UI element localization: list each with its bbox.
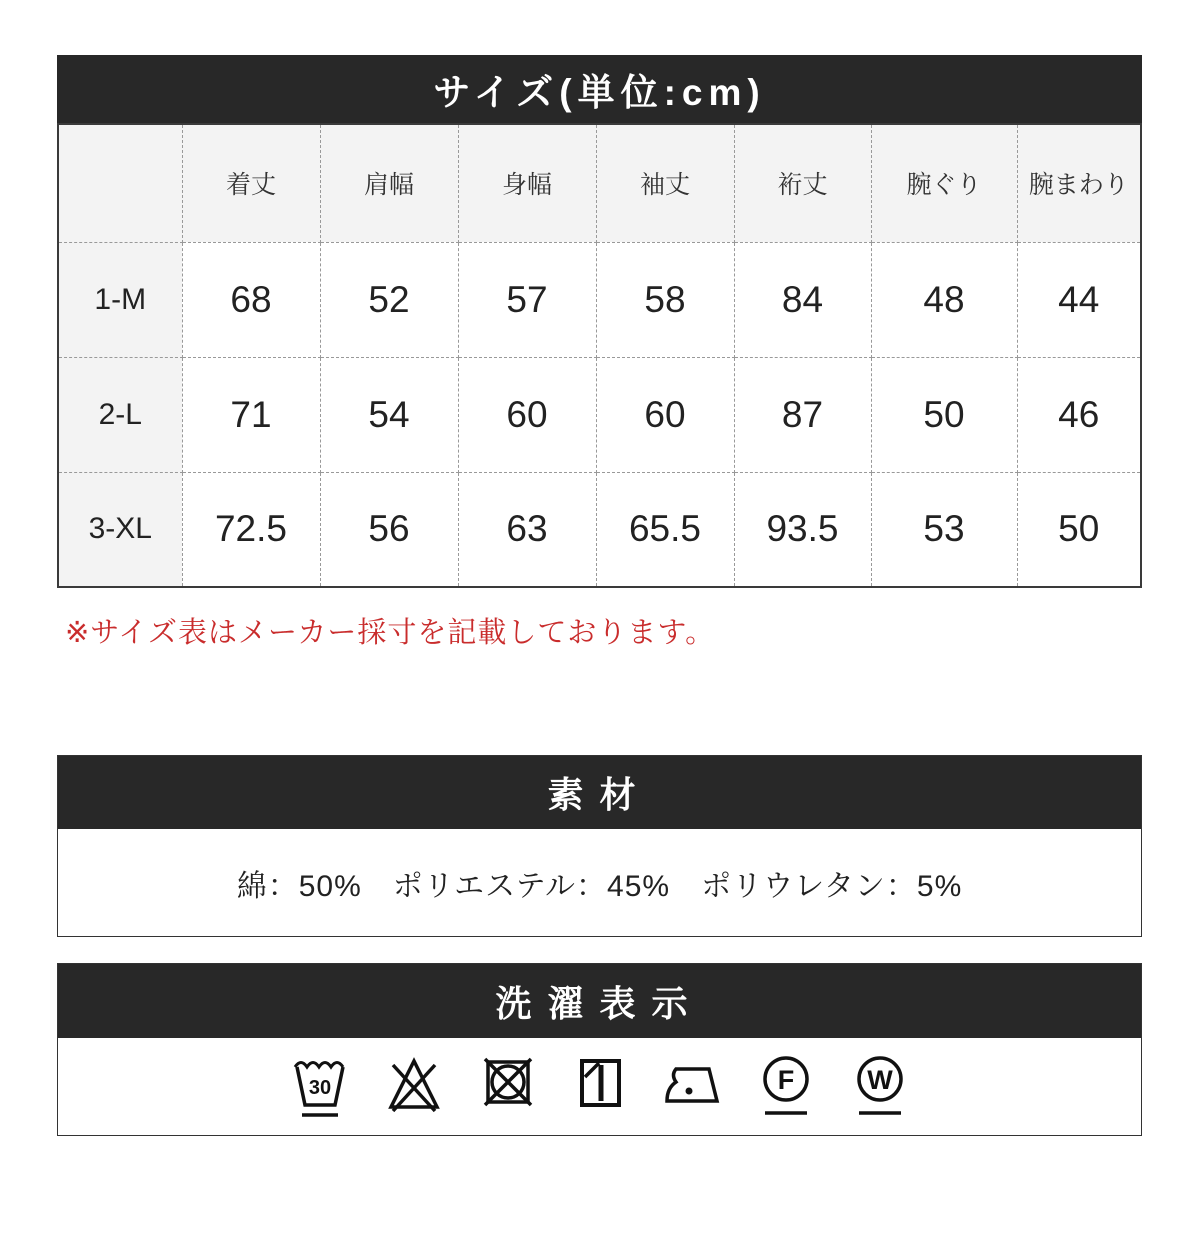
no-bleach-icon: [384, 1049, 444, 1125]
column-header: 肩幅: [320, 124, 458, 242]
no-tumble-dry-icon: [478, 1049, 538, 1125]
table-cell: 56: [320, 472, 458, 587]
laundry-title: 洗濯表示: [495, 982, 704, 1024]
svg-text:30: 30: [308, 1076, 331, 1099]
size-note: ※サイズ表はメーカー採寸を記載しております。: [65, 617, 716, 649]
row-label: 1-M: [58, 242, 182, 357]
table-cell: 71: [182, 357, 320, 472]
size-section-title-bar: [57, 55, 1142, 123]
table-row: [58, 242, 1141, 357]
column-header: 腕ぐり: [871, 124, 1017, 242]
table-cell: 50: [871, 357, 1017, 472]
table-cell: 63: [458, 472, 596, 587]
column-header: 身幅: [458, 124, 596, 242]
laundry-icons-row: [58, 1038, 1141, 1135]
material-content: 綿：50% ポリエステル：45% ポリウレタン：5%: [58, 829, 1141, 936]
column-header: 着丈: [182, 124, 320, 242]
row-label: 2-L: [58, 357, 182, 472]
dry-clean-f-gentle-icon: [756, 1049, 816, 1125]
table-row: [58, 472, 1141, 587]
size-table-header-row: [58, 124, 1141, 242]
svg-text:W: W: [866, 1064, 893, 1095]
table-cell: 57: [458, 242, 596, 357]
table-cell: 50: [1017, 472, 1141, 587]
material-section: [57, 755, 1142, 937]
material-title: 素材: [547, 774, 652, 815]
table-cell: 65.5: [596, 472, 734, 587]
column-header: 腕まわり: [1017, 124, 1141, 242]
table-cell: 87: [734, 357, 871, 472]
svg-text:F: F: [777, 1064, 794, 1095]
table-cell: 72.5: [182, 472, 320, 587]
page: [57, 55, 1142, 1136]
laundry-section: [57, 963, 1142, 1136]
table-cell: 84: [734, 242, 871, 357]
wet-clean-gentle-icon: [850, 1049, 910, 1125]
column-header: 袖丈: [596, 124, 734, 242]
table-row: [58, 357, 1141, 472]
wash-30-gentle-icon: [290, 1049, 350, 1125]
size-table: [57, 123, 1142, 588]
table-cell: 60: [458, 357, 596, 472]
table-cell: 60: [596, 357, 734, 472]
laundry-title-bar: [58, 964, 1141, 1038]
column-header: 裄丈: [734, 124, 871, 242]
table-cell: 58: [596, 242, 734, 357]
line-dry-shade-icon: [572, 1049, 628, 1125]
row-label: 3-XL: [58, 472, 182, 587]
iron-low-icon: [662, 1049, 722, 1125]
size-section-title: サイズ(単位:cm): [433, 72, 766, 113]
table-cell: 46: [1017, 357, 1141, 472]
table-cell: 93.5: [734, 472, 871, 587]
table-cell: 44: [1017, 242, 1141, 357]
table-cell: 53: [871, 472, 1017, 587]
table-cell: 52: [320, 242, 458, 357]
table-cell: 68: [182, 242, 320, 357]
corner-cell: [58, 124, 182, 242]
table-cell: 48: [871, 242, 1017, 357]
material-title-bar: [58, 756, 1141, 829]
table-cell: 54: [320, 357, 458, 472]
